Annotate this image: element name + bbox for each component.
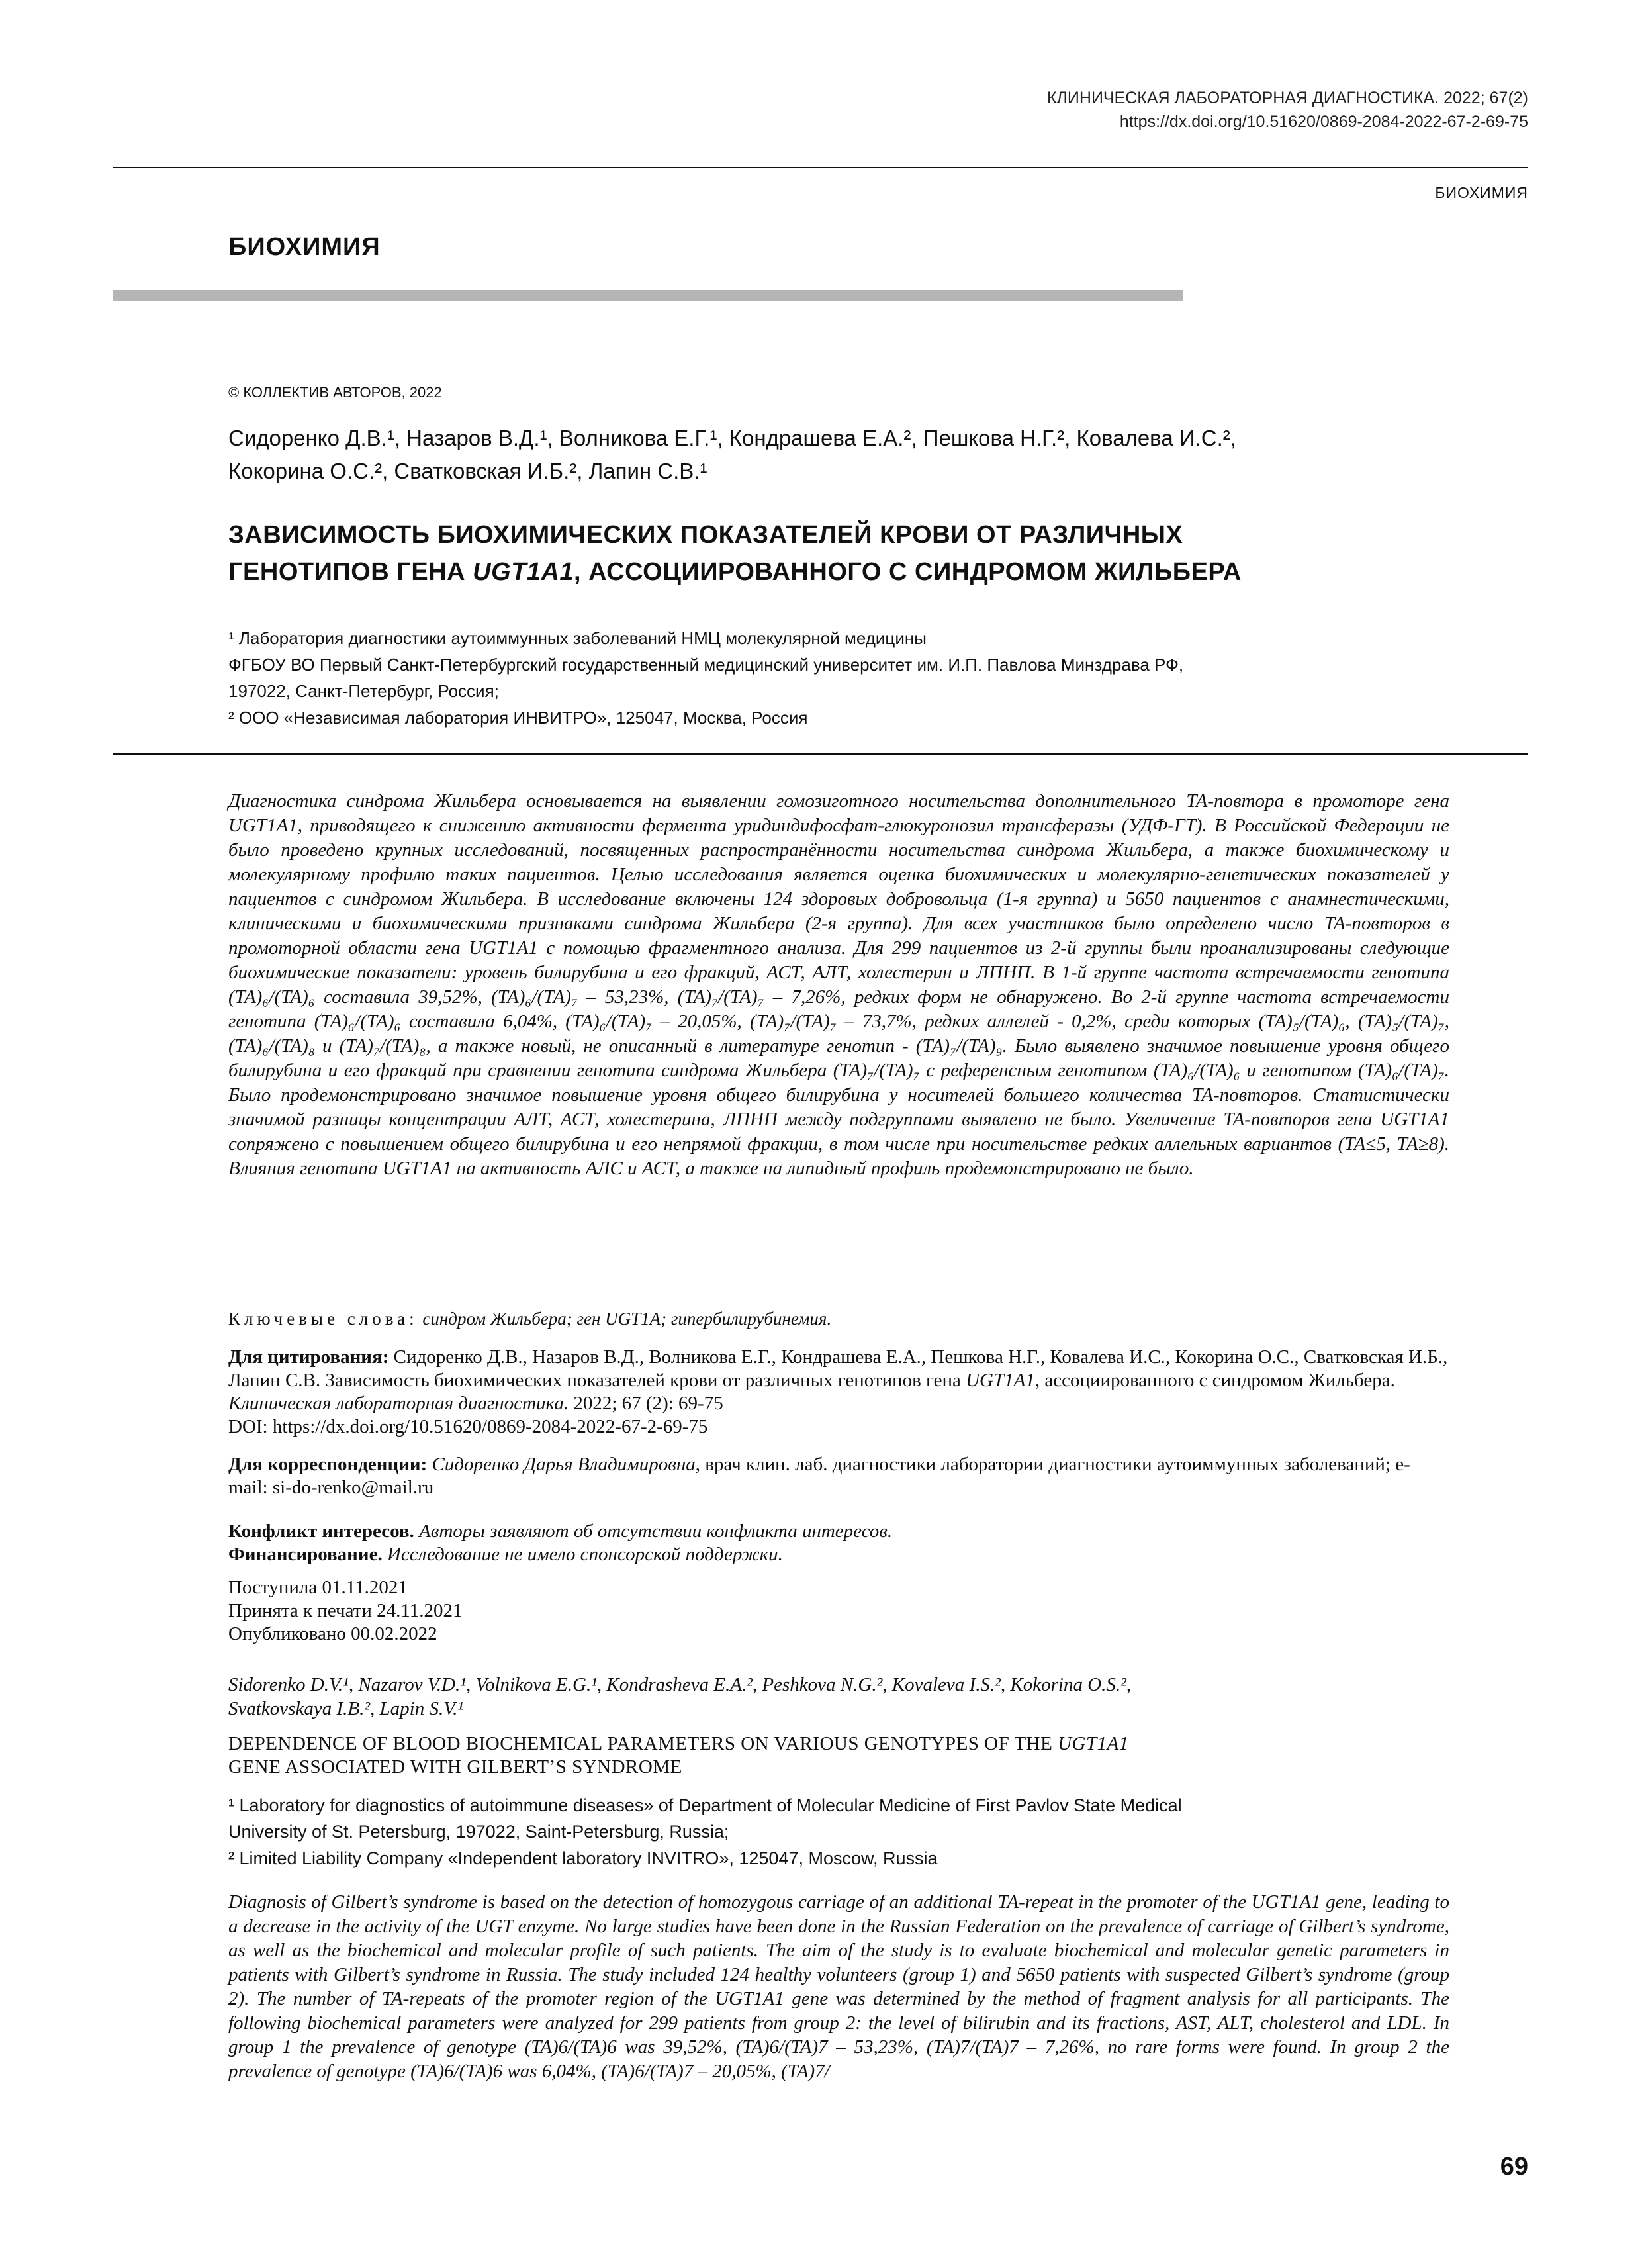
article-title-ru (228, 516, 1486, 591)
authors-en-line2: Svatkovskaya I.B.², Lapin S.V.¹ (228, 1698, 464, 1719)
abstract-ru-text: Диагностика синдрома Жильбера основывается на выявлении гомозиготного носительства дополнительного ТА-повтора в промоторе гена UGT1A1, приводящего к снижению активности фермента уридиндифосфат-глюкуронозил трансферазы (УДФ-ГТ). В Российской Федерации не было проведено крупных исследований, посвященных распространённости носительства синдрома Жильбера, а также биохимическому и молекулярному профилю таких пациентов. Целью исследования является оценка биохимических и молекулярно-генетических показателей у пациентов с синдромом Жильбера. В исследование включены 124 здоровых добровольца (1-я группа) и 5650 пациентов с анамнестическими, клиническими и биохимическими признаками синдрома Жильбера (2-я группа). Для всех участников было определено число ТА-повторов в промоторной области гена UGT1A1 с помощью фрагментного анализа. Для 299 пациентов из 2-й группы были проанализированы следующие биохимические показатели: уровень билирубина и его фракций, АСТ, АЛТ, холестерин и ЛПНП. В 1-й группе частота встречаемости генотипа (ТА)₆/(ТА)₆ составила 39,52%, (ТА)₆/(ТА)₇ – 53,23%, (ТА)₇/(ТА)₇ – 7,26%, редких форм не обнаружено. Во 2-й группе частота встречаемости генотипа (ТА)₆/(ТА)₆ составила 6,04%, (ТА)₆/(ТА)₇ – 20,05%, (ТА)₇/(ТА)₇ – 73,7%, редких аллелей - 0,2%, среди которых (ТА)₅/(ТА)₆, (ТА)₅/(ТА)₇, (ТА)₆/(ТА)₈ и (ТА)₇/(ТА)₈, а также новый, не описанный в литературе генотип - (ТА)₇/(ТА)₉. Было выявлено значимое повышение уровня общего билирубина и его фракций при сравнении генотипа синдрома Жильбера (ТА)₇/(ТА)₇ с референсным генотипом (ТА)₆/(ТА)₆ и генотипом (ТА)₆/(ТА)₇. Было продемонстрировано значимое повышение уровня общего билирубина у носителей большего количества ТА-повторов. Статистически значимой разницы концентрации АЛТ, АСТ, холестерина, ЛПНП между подгруппами выявлено не было. Увеличение ТА-повторов гена UGT1A1 сопряжено с повышением общего билирубина и его непрямой фракции, в том числе при носительстве редких аллельных вариантов (ТА≤5, ТА≥8). Влияния генотипа UGT1A1 на активность АЛС и АСТ, а также на липидный профиль продемонстрировано не было. (228, 790, 1449, 1179)
page-number: 69 (1500, 2153, 1528, 2181)
correspondence-label: Для корреспонденции: (228, 1454, 428, 1475)
authors-en (228, 1673, 1449, 1721)
authors-ru-line2: Кокорина О.С.², Сватковская И.Б.², Лапин С.В.¹ (228, 459, 707, 483)
date-published: Опубликовано 00.02.2022 (228, 1623, 437, 1644)
keywords-label: Ключевые слова: (228, 1309, 418, 1329)
title-en-line1 (228, 1732, 1449, 1756)
correspondence (228, 1453, 1449, 1499)
citation-gene: UGT1A1 (966, 1370, 1035, 1391)
article-title-en (228, 1732, 1449, 1779)
title-ru-gene: UGT1A1 (473, 558, 574, 586)
title-en-gene: UGT1A1 (1058, 1733, 1129, 1754)
citation-text3: 2022; 67 (2): 69-75 (569, 1393, 723, 1414)
authors-ru-line1: Сидоренко Д.В.¹, Назаров В.Д.¹, Волникова Е.Г.¹, Кондрашева Е.А.², Пешкова Н.Г.², Ковалева И.С.², (228, 426, 1236, 450)
title-ru-line1: ЗАВИСИМОСТЬ БИОХИМИЧЕСКИХ ПОКАЗАТЕЛЕЙ КРОВИ ОТ РАЗЛИЧНЫХ (228, 521, 1183, 549)
keywords-text: синдром Жильбера; ген UGT1A; гипербилирубинемия. (418, 1309, 832, 1329)
abstract-en-text: Diagnosis of Gilbert’s syndrome is based on the detection of homozygous carriage of an additional TA-repeat in the promoter of the UGT1A1 gene, leading to a decrease in the activity of the UGT enzyme. No large studies have been done in the Russian Federation on the prevalence of carriage of Gilbert’s syndrome, as well as the biochemical and molecular profile of such patients. The aim of the study is to evaluate biochemical and molecular genetic parameters in patients with Gilbert’s syndrome in Russia. The study included 124 healthy volunteers (group 1) and 5650 patients with suspected Gilbert’s syndrome (group 2). The number of TA-repeats of the promoter region of the UGT1A1 gene was determined by the method of fragment analysis for all participants. The following biochemical parameters were analyzed for 299 patients from group 2: the level of bilirubin and its fractions, AST, ALT, cholesterol and LDL. In group 1 the prevalence of genotype (TA)6/(TA)6 was 39,52%, (TA)6/(TA)7 – 53,23%, (TA)7/(TA)7 – 7,26%, no rare forms were found. In group 2 the prevalence of genotype (TA)6/(TA)6 was 6,04%, (TA)6/(TA)7 – 20,05%, (TA)7/ (228, 1891, 1449, 2082)
conflict-label: Конфликт интересов. (228, 1521, 414, 1542)
affiliation-en-1: ¹ Laboratory for diagnostics of autoimmune diseases» of Department of Molecular Medicine of First Pavlov State Medical (228, 1795, 1182, 1815)
correspondence-text: , врач клин. лаб. диагностики лаборатории диагностики аутоиммунных заболеваний; e-mail: si-do-renko@mail.ru (228, 1454, 1410, 1498)
journal-name: КЛИНИЧЕСКАЯ ЛАБОРАТОРНАЯ ДИАГНОСТИКА. 2022; 67(2) (1046, 89, 1528, 107)
citation-text2: , ассоциированного с синдромом Жильбера. (1034, 1370, 1395, 1391)
date-received: Поступила 01.11.2021 (228, 1577, 408, 1598)
title-ru-line2-suffix: , АССОЦИИРОВАННОГО С СИНДРОМОМ ЖИЛЬБЕРА (574, 558, 1242, 586)
keywords (228, 1309, 1449, 1329)
header-rule (113, 167, 1528, 168)
abstract-ru (228, 789, 1449, 1181)
affiliation-rule (113, 753, 1528, 755)
copyright: © КОЛЛЕКТИВ АВТОРОВ, 2022 (228, 384, 442, 401)
authors-en-line1: Sidorenko D.V.¹, Nazarov V.D.¹, Volnikova E.G.¹, Kondrasheva E.A.², Peshkova N.G.², Kovaleva I.S.², Kokorina O.S.², (228, 1674, 1132, 1695)
citation-label: Для цитирования: (228, 1347, 389, 1368)
section-title: БИОХИМИЯ (228, 233, 381, 261)
section-bar (113, 290, 1183, 301)
affiliation-ru-1: ¹ Лаборатория диагностики аутоиммунных заболеваний НМЦ молекулярной медицины (228, 628, 927, 648)
affiliations-ru (228, 625, 1486, 731)
affiliation-ru-4: ² ООО «Независимая лаборатория ИНВИТРО», 125047, Москва, Россия (228, 708, 808, 728)
affiliations-en (228, 1792, 1449, 1871)
title-en-line1-prefix: DEPENDENCE OF BLOOD BIOCHEMICAL PARAMETERS ON VARIOUS GENOTYPES OF THE (228, 1733, 1058, 1754)
affiliation-ru-3: 197022, Санкт-Петербург, Россия; (228, 681, 499, 701)
title-ru-line2 (228, 553, 1486, 591)
doi-header: https://dx.doi.org/10.51620/0869-2084-2022-67-2-69-75 (1119, 113, 1528, 131)
abstract-en (228, 1890, 1449, 2083)
citation-journal: Клиническая лабораторная диагностика. (228, 1393, 569, 1414)
affiliation-ru-2: ФГБОУ ВО Первый Санкт-Петербургский государственный медицинский университет им. И.П. Павлова Минздрава РФ, (228, 655, 1184, 675)
affiliation-en-2: University of St. Petersburg, 197022, Saint-Petersburg, Russia; (228, 1822, 729, 1842)
authors-ru (228, 422, 1439, 488)
citation (228, 1346, 1449, 1439)
correspondence-name: Сидоренко Дарья Владимировна (427, 1454, 696, 1475)
conflict-funding (228, 1520, 1449, 1566)
section-label-top: БИОХИМИЯ (1435, 184, 1528, 201)
journal-header (1047, 86, 1528, 134)
conflict-text: Авторы заявляют об отсутствии конфликта интересов. (414, 1521, 893, 1542)
funding-text: Исследование не имело спонсорской поддержки. (382, 1544, 783, 1565)
funding-label: Финансирование. (228, 1544, 383, 1565)
citation-doi: DOI: https://dx.doi.org/10.51620/0869-2084-2022-67-2-69-75 (228, 1416, 708, 1437)
title-en-line2: GENE ASSOCIATED WITH GILBERT’S SYNDROME (228, 1756, 682, 1777)
date-accepted: Принята к печати 24.11.2021 (228, 1600, 463, 1621)
affiliation-en-3: ² Limited Liability Company «Independent laboratory INVITRO», 125047, Moscow, Russia (228, 1848, 938, 1868)
citation-text1: Сидоренко Д.В., Назаров В.Д., Волникова Е.Г., Кондрашева Е.А., Пешкова Н.Г., Ковалева И.С., Кокорина О.С., Сватковская И.Б., Лапин С.В. Зависимость биохимических показателей крови от различных генотипов гена (228, 1347, 1448, 1391)
article-dates (228, 1576, 1449, 1646)
title-ru-line2-prefix: ГЕНОТИПОВ ГЕНА (228, 558, 473, 586)
